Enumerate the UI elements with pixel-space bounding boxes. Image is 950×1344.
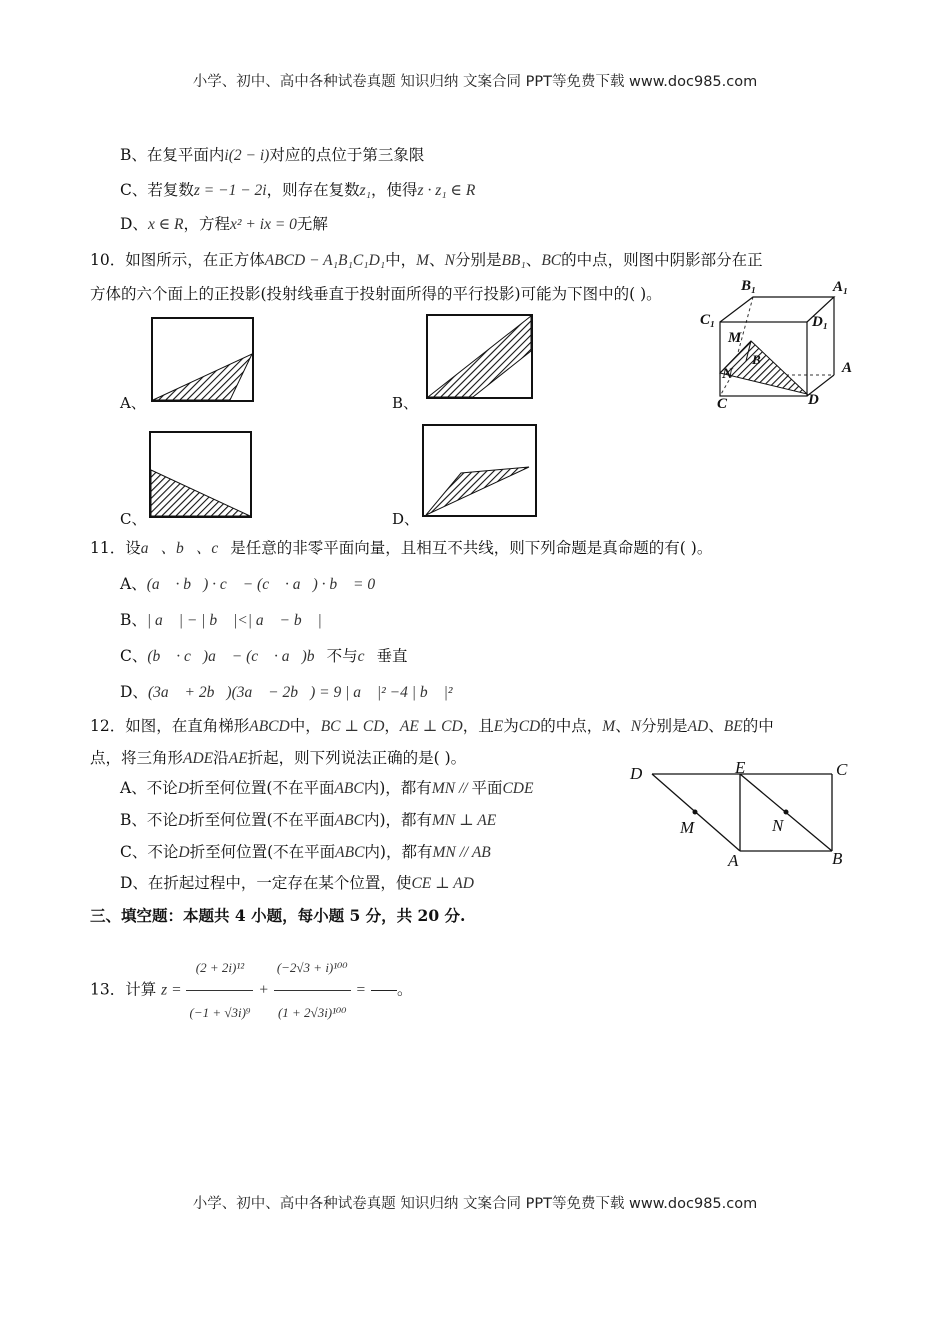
q10-stem-line2: 方体的六个面上的正投影(投射线垂直于投射面所得的平行投影)可能为下图中的( )。: [90, 285, 662, 303]
q12-option-b: B、不论D折至何位置(不在平面ABC内)，都有MN ⊥ AE: [120, 811, 497, 829]
q11-stem: 11．设a⃗、b⃗、c⃗是任意的非零平面向量，且相互不共线，则下列命题是真命题的有( )。: [90, 539, 713, 557]
trap-label-d: D: [630, 764, 643, 783]
cube-label-c1: C₁: [700, 312, 716, 328]
q12-stem-line1: 12．如图，在直角梯形ABCD中，BC ⊥ CD，AE ⊥ CD，且E为CD的中点，M、N分别是AD、BE的中: [90, 717, 774, 735]
cube-label-b: B: [752, 352, 761, 367]
q10-figure-b: [425, 313, 535, 401]
cube-label-b1: B₁: [741, 278, 757, 294]
trap-label-a: A: [728, 851, 739, 870]
cube-label-a1: A₁: [833, 279, 849, 295]
page-header: 小学、初中、高中各种试卷真题 知识归纳 文案合同 PPT等免费下载 www.doc985.com: [192, 74, 758, 90]
trap-label-m: M: [680, 818, 695, 837]
page-footer: 小学、初中、高中各种试卷真题 知识归纳 文案合同 PPT等免费下载 www.doc985.com: [192, 1196, 758, 1212]
q10-option-a-label: A、: [120, 394, 146, 412]
q12-option-d: D、在折起过程中，一定存在某个位置，使CE ⊥ AD: [120, 874, 474, 892]
q9-option-b: B、在复平面内i(2 − i)对应的点位于第三象限: [120, 146, 425, 164]
cube-label-n: N: [722, 366, 733, 382]
q10-cube-figure: [696, 276, 866, 416]
cube-label-m: M: [728, 330, 742, 346]
q10-figure-a: [150, 316, 256, 404]
q10-option-b-label: B、: [392, 394, 419, 412]
trap-label-n: N: [772, 816, 784, 835]
trap-label-e: E: [735, 758, 746, 777]
cube-label-a: A: [842, 360, 853, 376]
q10-stem-line1: 10．如图所示，在正方体ABCD − A₁B₁C₁D₁中，M、N分别是BB₁、BC的中点，则图中阴影部分在正: [90, 251, 763, 269]
q12-option-c: C、不论D折至何位置(不在平面ABC内)，都有MN // AB: [120, 843, 491, 861]
q13-fraction-2: $\frac{\text{(−2√3 + i)¹⁰⁰}}{\text{(1 + 2√3i)¹⁰⁰}}$: [274, 946, 351, 1035]
q11-option-c: C、(b⃗ · c⃗)a⃗ − (c⃗ · a⃗)b⃗不与c⃗垂直: [120, 647, 408, 665]
q9-option-c: C、若复数z = −1 − 2i，则存在复数z₁，使得z · z₁ ∈ R: [120, 181, 476, 199]
q10-figure-c: [148, 430, 254, 520]
q11-option-d: D、(3a⃗ + 2b⃗)(3a⃗ − 2b⃗) = 9 | a⃗ |² −4 | b⃗ |²: [120, 683, 453, 701]
section-3-heading: 三、填空题：本题共 4 小题，每小题 5 分，共 20 分.: [90, 906, 466, 925]
q13-answer-blank: [371, 990, 397, 991]
trap-label-b: B: [832, 849, 843, 868]
q10-option-c-label: C、: [120, 510, 147, 528]
cube-label-d: D: [808, 392, 819, 408]
trap-label-c: C: [836, 760, 848, 779]
q12-option-a: A、不论D折至何位置(不在平面ABC内)，都有MN // 平面CDE: [120, 779, 534, 797]
cube-label-c: C: [717, 396, 728, 412]
cube-label-d1: D₁: [812, 314, 829, 330]
q13-problem: 13．计算 z = $\frac{\text{(2 + 2i)¹²}}{\text{(−1 + √3i)⁹}}$ + $\frac{\text{(−2√3 + i)¹⁰⁰}}{\text{(1 + 2√3i)¹⁰⁰}}$ = 。: [90, 946, 412, 1035]
q13-fraction-1: $\frac{\text{(2 + 2i)¹²}}{\text{(−1 + √3i)⁹}}$: [186, 946, 253, 1035]
q12-stem-line2: 点，将三角形ADE沿AE折起，则下列说法正确的是( )。: [90, 749, 467, 767]
q9-option-d: D、x ∈ R，方程x² + ix = 0无解: [120, 215, 328, 233]
q12-trapezoid-figure: [640, 770, 840, 856]
q10-option-d-label: D、: [392, 510, 420, 528]
q11-option-a: A、(a⃗ · b⃗) · c⃗ − (c⃗ · a⃗) · b⃗ = 0⃗: [120, 575, 388, 593]
q10-figure-d: [421, 423, 539, 519]
q11-option-b: B、| a⃗ | − | b⃗ |<| a⃗ − b⃗ |: [120, 611, 322, 629]
